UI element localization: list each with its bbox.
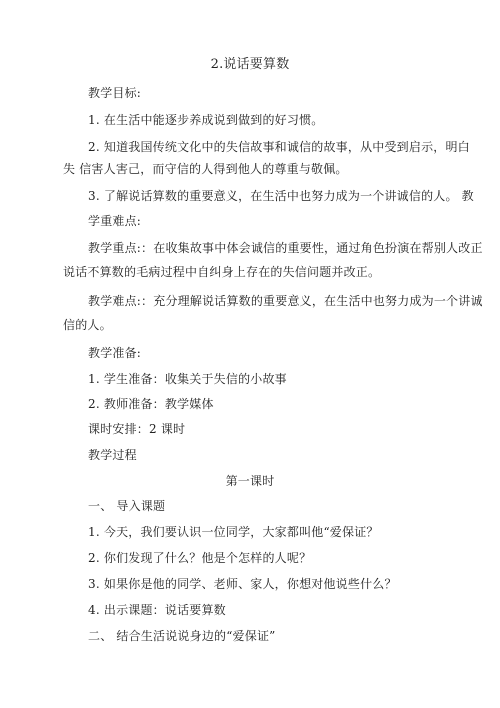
objective-item-2-line-1: 2. 知道我国传统文化中的失信故事和诚信的故事，从中受到启示，明白 [88, 140, 470, 154]
preparation-heading: 教学准备: [88, 346, 142, 360]
key-point-line-1: 教学重点:：在收集故事中体会诚信的重要性，通过角色扮演在帮别人改正 [88, 241, 483, 255]
difficult-point-line-2: 信的人。 [63, 318, 112, 332]
preparation-item-2: 2. 教师准备：教学媒体 [88, 397, 214, 411]
objective-item-3-line-2: 学重难点: [88, 214, 142, 228]
page-title: 2.说话要算数 [210, 57, 290, 72]
section-1-item-4: 4. 出示课题：说话要算数 [88, 603, 226, 617]
section-1-item-3: 3. 如果你是他的同学、老师、家人，你想对他说些什么？ [88, 577, 397, 591]
objectives-heading: 教学目标: [88, 86, 142, 100]
section-1-heading: 一、 导入课题 [88, 499, 166, 513]
schedule-text: 课时安排：2 课时 [88, 422, 186, 436]
objective-item-2-line-2: 失 信害人害己，而守信的人得到他人的尊重与敬佩。 [63, 162, 348, 176]
lesson-title: 第一课时 [225, 474, 275, 488]
process-heading: 教学过程 [88, 448, 137, 462]
objective-item-3-line-1: 3. 了解说话算数的重要意义，在生活中也努力成为一个讲诚信的人。 教 [88, 189, 474, 203]
section-1-item-2: 2. 你们发现了什么？他是个怎样的人呢？ [88, 551, 312, 565]
objective-item-1: 1. 在生活中能逐步养成说到做到的好习惯。 [88, 113, 324, 127]
preparation-item-1: 1. 学生准备：收集关于失信的小故事 [88, 372, 287, 386]
difficult-point-line-1: 教学难点:：充分理解说话算数的重要意义，在生活中也努力成为一个讲诚 [88, 294, 483, 308]
key-point-line-2: 说话不算数的毛病过程中自纠身上存在的失信问题并改正。 [63, 265, 381, 279]
section-1-item-1: 1. 今天，我们要认识一位同学，大家都叫他“爱保证？ [88, 525, 379, 539]
section-2-heading: 二、 结合生活说说身边的“爱保证” [88, 629, 276, 643]
